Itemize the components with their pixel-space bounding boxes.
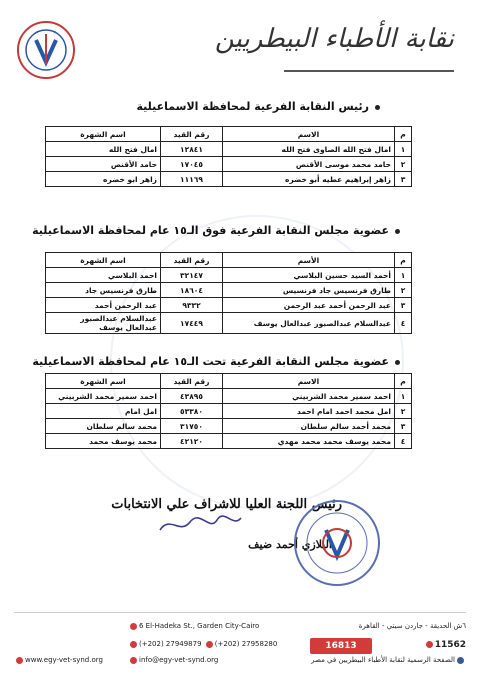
cell-no: ٢ (395, 404, 412, 419)
handwritten-signature (155, 510, 245, 540)
committee-head-title: رئيس اللجنة العليا للاشراف علي الانتخابات (111, 497, 342, 512)
cell-name: أحمد السيد حسين البلاسي (223, 268, 395, 283)
col-reg: رقم القيد (161, 127, 223, 142)
section-title: عضوية مجلس النقابة الفرعية فوق الـ١٥ عام لمحافظة الاسماعيلية (32, 224, 389, 237)
official-stamp (292, 498, 382, 588)
table-header-row (46, 253, 412, 268)
cell-reg: ٣٢١٤٧ (161, 268, 223, 283)
cell-no: ٣ (395, 419, 412, 434)
cell-name: امال فتح الله الصاوى فتح الله (223, 142, 395, 157)
phone-1: (+202) 27949879 (139, 640, 202, 648)
cell-reg: ٩٣٣٢ (161, 298, 223, 313)
cell-no: ١ (395, 268, 412, 283)
syndicate-title: نقابة الأطباء البيطريين (214, 24, 454, 54)
table-row (46, 142, 412, 157)
table-row (46, 419, 412, 434)
cell-reg: ٥٣٣٨٠ (161, 404, 223, 419)
col-no: م (395, 374, 412, 389)
cell-reg: ٤٣٨٩٥ (161, 389, 223, 404)
table-row (46, 268, 412, 283)
cell-fame: محمد سالم سلطان (46, 419, 161, 434)
cell-reg: ٣١٧٥٠ (161, 419, 223, 434)
section-heading-under-15 (32, 355, 400, 368)
cell-no: ٢ (395, 157, 412, 172)
email-icon (130, 657, 137, 664)
cell-no: ١ (395, 142, 412, 157)
cell-fame: امال فتح الله (46, 142, 161, 157)
cell-fame: امل امام (46, 404, 161, 419)
cell-no: ٤ (395, 313, 412, 334)
cell-name: طارق فرنسيس جاد فرنسيس (223, 283, 395, 298)
syndicate-logo (14, 18, 114, 82)
cell-no: ٣ (395, 172, 412, 187)
col-reg: رقم القيد (161, 253, 223, 268)
table-row (46, 172, 412, 187)
cell-reg: ١١١٦٩ (161, 172, 223, 187)
cell-name: حامد محمد موسى الأقنص (223, 157, 395, 172)
col-reg: رقم القيد (161, 374, 223, 389)
president-table (45, 126, 412, 187)
committee-head-name: البلازي أحمد ضيف (248, 538, 332, 551)
cell-fame: عبد الرحمن أحمد (46, 298, 161, 313)
section-heading-president (137, 100, 381, 113)
cell-no: ١ (395, 389, 412, 404)
table-row (46, 434, 412, 449)
cell-fame: احمد البلاسي (46, 268, 161, 283)
over-15-table (45, 252, 412, 334)
hotline-badge: 16813 (310, 638, 372, 654)
cell-name: محمد يوسف محمد محمد مهدي (223, 434, 395, 449)
col-fame: اسم الشهرة (46, 127, 161, 142)
location-icon (130, 623, 137, 630)
col-no: م (395, 127, 412, 142)
cell-reg: ١٢٨٤١ (161, 142, 223, 157)
cell-name: زاهر إبراهيم عطيه أبو خضره (223, 172, 395, 187)
cell-reg: ٤٢١٢٠ (161, 434, 223, 449)
cell-name: احمد سمير محمد الشربيني (223, 389, 395, 404)
col-name: الأسم (223, 253, 395, 268)
cell-fame: طارق فرنسيس جاد (46, 283, 161, 298)
address-text: 6 El-Hadeka St., Garden City-Cairo (139, 622, 260, 630)
cell-name: امل محمد احمد امام احمد (223, 404, 395, 419)
bullet-icon (395, 360, 400, 365)
col-name: الاسم (223, 374, 395, 389)
short-number-text: 11562 (434, 640, 466, 650)
table-header-row (46, 374, 412, 389)
footer-phones (128, 640, 277, 648)
cell-fame: احمد سمير محمد الشربيني (46, 389, 161, 404)
cell-fame: زاهر ابو خضره (46, 172, 161, 187)
cell-name: محمد أحمد سالم سلطان (223, 419, 395, 434)
section-heading-over-15 (32, 224, 400, 237)
facebook-text: الصفحة الرسمية لنقابة الأطباء البيطريين في مصر (311, 656, 455, 664)
phone-icon (206, 641, 213, 648)
footer-website[interactable] (14, 656, 103, 664)
cell-no: ٤ (395, 434, 412, 449)
table-row (46, 157, 412, 172)
cell-fame: حامد الأقنص (46, 157, 161, 172)
bullet-icon (375, 105, 380, 110)
cell-fame: عبدالسلام عبدالصبور عبدالعال يوسف (46, 313, 161, 334)
cell-fame: محمد يوسف محمد (46, 434, 161, 449)
section-title: عضوية مجلس النقابة الفرعية تحت الـ١٥ عام لمحافظة الاسماعيلية (32, 355, 389, 368)
facebook-icon (457, 657, 464, 664)
short-number (424, 640, 466, 650)
cell-name: عبدالسلام عبدالصبور عبدالعال يوسف (223, 313, 395, 334)
cell-name: عبد الرحمن أحمد عبد الرحمن (223, 298, 395, 313)
cell-reg: ١٧٤٤٩ (161, 313, 223, 334)
col-no: م (395, 253, 412, 268)
table-row (46, 298, 412, 313)
phone-2: (+202) 27958280 (214, 640, 278, 648)
col-fame: اسم الشهرة (46, 253, 161, 268)
table-row (46, 389, 412, 404)
header-divider (284, 70, 454, 72)
table-row (46, 404, 412, 419)
footer-email (128, 656, 218, 664)
globe-icon (16, 657, 23, 664)
table-header-row (46, 127, 412, 142)
footer-address-en (128, 622, 259, 630)
cell-reg: ١٨٦٠٤ (161, 283, 223, 298)
cell-reg: ١٧٠٤٥ (161, 157, 223, 172)
cell-no: ٢ (395, 283, 412, 298)
phone-icon (130, 641, 137, 648)
table-row (46, 313, 412, 334)
col-fame: اسم الشهرة (46, 374, 161, 389)
email-link[interactable]: info@egy-vet-synd.org (139, 656, 219, 664)
phone-icon (426, 641, 433, 648)
under-15-table (45, 373, 412, 449)
table-row (46, 283, 412, 298)
footer-address-ar: ٦ش الحديقة - جاردن سيتي - القاهرة (358, 622, 466, 630)
cell-no: ٣ (395, 298, 412, 313)
col-name: الاسم (223, 127, 395, 142)
section-title: رئيس النقابة الفرعية لمحافظة الاسماعيلية (136, 100, 369, 113)
footer-divider (14, 612, 466, 613)
bullet-icon (395, 229, 400, 234)
website-link[interactable]: www.egy-vet-synd.org (25, 656, 103, 664)
footer-facebook[interactable] (311, 656, 466, 664)
